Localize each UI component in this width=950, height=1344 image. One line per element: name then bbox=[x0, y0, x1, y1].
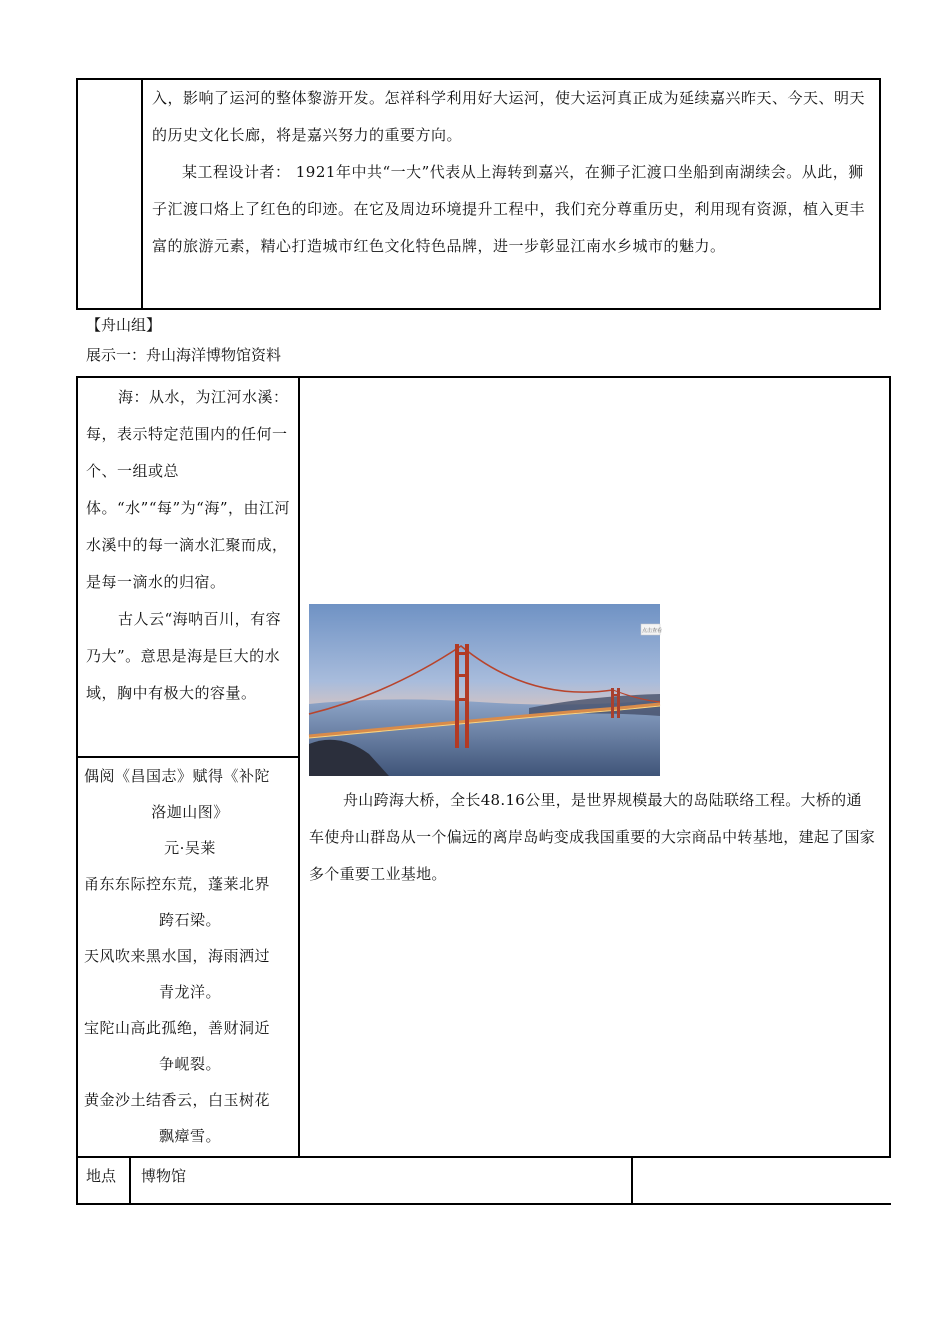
top-table-border-bottom bbox=[76, 308, 881, 310]
main-table-border-bottom bbox=[76, 1203, 891, 1205]
photo-watermark: 点击查看 bbox=[642, 628, 663, 634]
poem-line-wrap: 青龙洋。 bbox=[158, 983, 221, 1001]
poem-author: 元·吴莱 bbox=[164, 839, 216, 857]
poem-line: 宝陀山高此孤绝，善财洞近 bbox=[84, 1019, 271, 1037]
poem-title-line-1: 偶阅《昌国志》赋得《补陀 bbox=[84, 767, 271, 785]
top-table-text bbox=[152, 80, 870, 265]
exhibit-title: 展示一：舟山海洋博物馆资料 bbox=[86, 346, 282, 364]
location-cell-right bbox=[631, 1156, 633, 1205]
poem-line-wrap: 争岘裂。 bbox=[158, 1055, 221, 1073]
main-table-border-right bbox=[889, 376, 891, 1157]
top-table-border-mid bbox=[141, 78, 143, 309]
poem-title-line-2: 洛迦山图》 bbox=[151, 803, 229, 821]
top-table-border-right bbox=[879, 78, 881, 309]
sea-paragraph-1: 海：从水，为江河水溪：每，表示特定范围内的任何一个、一组或总体。“水”“每”为“海”，由江河水溪中的每一滴水汇聚而成，是每一滴水的归宿。 bbox=[86, 388, 291, 591]
location-value: 博物馆 bbox=[141, 1167, 187, 1185]
location-label: 地点 bbox=[86, 1167, 117, 1185]
bridge-paragraph: 舟山跨海大桥，全长48.16公里，是世界规模最大的岛陆联络工程。大桥的通车使舟山群岛从一个偏远的离岸岛屿变成我国重要的大宗商品中转基地，建起了国家多个重要工业基地。 bbox=[309, 791, 876, 883]
sea-character-explanation bbox=[86, 379, 292, 712]
sea-paragraph-2: 古人云“海呐百川，有容乃大”。意思是海是巨大的水域，胸中有极大的容量。 bbox=[86, 610, 282, 702]
poem bbox=[84, 758, 296, 1154]
main-table-border-mid bbox=[298, 376, 300, 1157]
main-table-border-top bbox=[76, 376, 891, 378]
bridge-description bbox=[309, 782, 877, 893]
poem-line-wrap: 飘瘴雪。 bbox=[158, 1127, 221, 1145]
poem-line: 天风吹来黑水国，海雨洒过 bbox=[84, 947, 271, 965]
canal-paragraph: 入，影响了运河的整体黎游开发。怎祥科学利用好大运河，使大运河真正成为延续嘉兴昨天、今天、明天的历史文化长廊，将是嘉兴努力的重要方向。 bbox=[152, 89, 866, 144]
bridge-photo bbox=[309, 604, 663, 776]
poem-line: 黄金沙土结香云，白玉树花 bbox=[84, 1091, 271, 1109]
top-table-border-left bbox=[76, 78, 78, 309]
poem-line-wrap: 跨石梁。 bbox=[158, 911, 221, 929]
poem-line: 甬东东际控东荒，蓬莱北界 bbox=[84, 875, 271, 893]
group-heading: 【舟山组】 bbox=[86, 316, 162, 334]
main-table-row-divider bbox=[76, 1156, 891, 1158]
engineer-paragraph: 某工程设计者： 1921年中共“一大”代表从上海转到嘉兴，在狮子汇渡口坐船到南湖续会。从此，狮子汇渡口烙上了红色的印迹。在它及周边环境提升工程中，我们充分尊重历史，利用现有资源，植入更丰富的旅游元素，精心打造城市红色文化特色品牌，进一步彰显江南水乡城市的魅力。 bbox=[152, 163, 866, 255]
location-cell-divider bbox=[129, 1156, 131, 1205]
main-table-border-left bbox=[76, 376, 78, 1205]
